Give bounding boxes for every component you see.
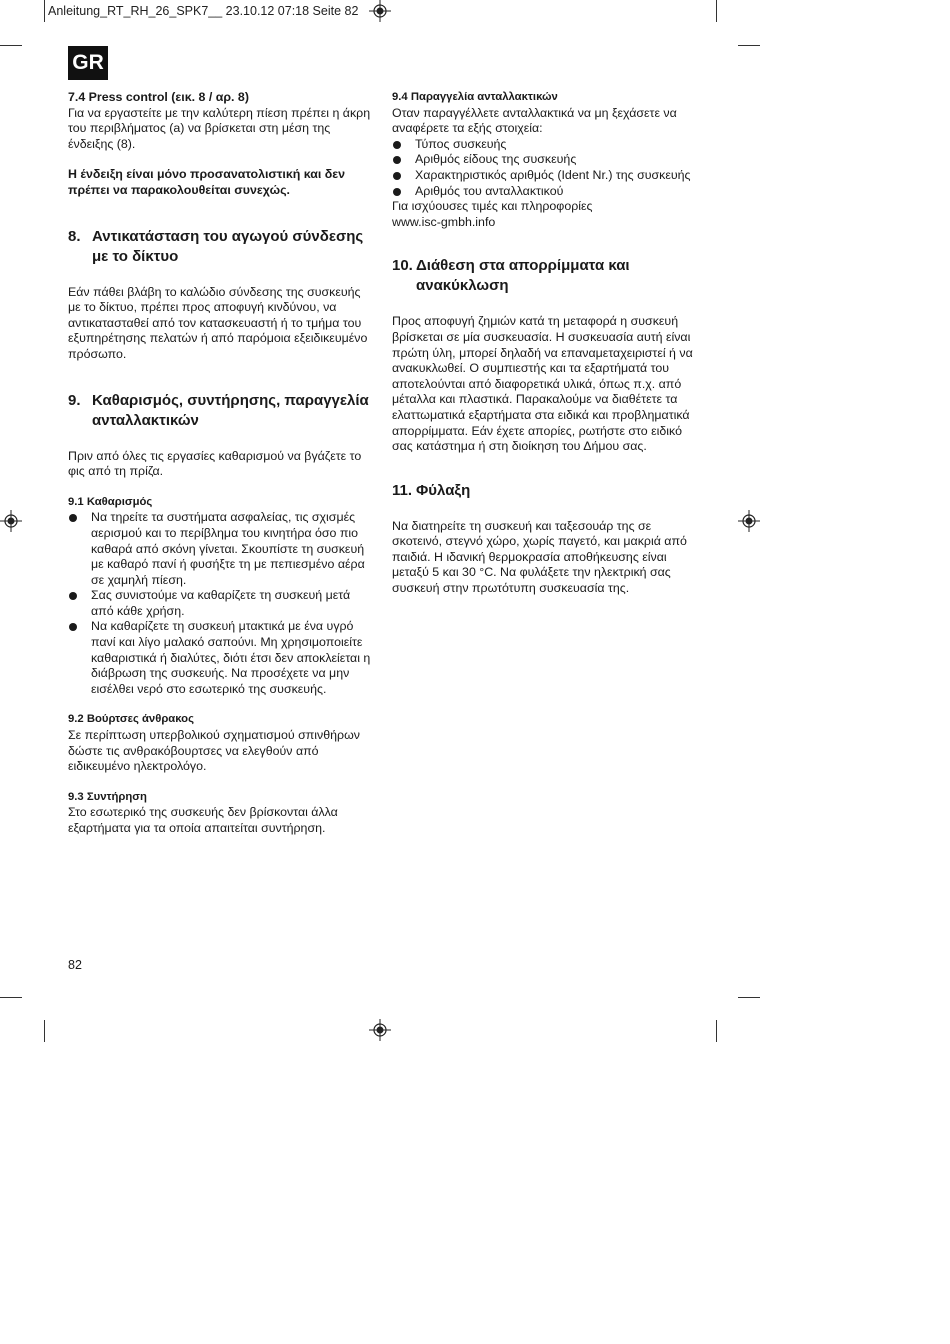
section-7-4-note: Η ένδειξη είναι μόνο προσανατολιστική και δεν πρέπει να παρακολουθείται συνεχώς.	[68, 167, 346, 197]
website-link[interactable]: www.isc-gmbh.info	[392, 214, 496, 229]
section-9-text: Πριν από όλες τις εργασίες καθαρισμού να βγάζετε το φις από τη πρίζα.	[68, 448, 362, 479]
language-badge: GR	[68, 46, 108, 80]
registration-mark-icon	[369, 0, 391, 22]
crop-mark	[738, 997, 760, 998]
section-7-4-text: Για να εργαστείτε με την καλύτερη πίεση πρέπει η άκρη του περιβλήματος (a) να βρίσκεται στη μέση της ένδειξης (8).	[68, 105, 371, 151]
list-item: Χαρακτηριστικός αριθμός (Ident Nr.) της συσκευής	[392, 168, 696, 184]
list-item: Να τηρείτε τα συστήματα ασφαλείας, τις σχισμές αερισμού και το περίβλημα του κινητήρα όσο πιο καθαρά από σκόνη γίνεται. Σκουπίστε τη συσκευή με καθαρό πανί ή φυσήξτε τη με πεπιεσμένο αέρα σε χαμηλή πίεση.	[68, 510, 372, 588]
section-9-3-text: Στο εσωτερικό της συσκευής δεν βρίσκονται άλλα εξαρτήματα για τα οποία απαιτείται συντήρηση.	[68, 805, 338, 835]
registration-mark-icon	[738, 510, 760, 532]
section-9-4-list	[392, 137, 696, 199]
list-item: Αριθμός είδους της συσκευής	[392, 152, 696, 168]
page-number: 82	[68, 958, 82, 972]
section-9-4-title: 9.4 Παραγγελία ανταλλακτικών	[392, 91, 558, 103]
section-9-1-title: 9.1 Καθαρισμός	[68, 495, 153, 508]
section-9-4-intro: Οταν παραγγέλλετε ανταλλακτικά να μη ξεχάσετε να αναφέρετε τα εξής στοιχεία:	[392, 105, 677, 136]
left-column	[68, 90, 372, 837]
crop-mark	[44, 1020, 45, 1042]
section-11-text: Να διατηρείτε τη συσκευή και ταξεσουάρ της σε σκοτεινό, στεγνό χώρο, χωρίς παγετό, και μακριά από παιδιά. Η ιδανική θερμοκρασία αποθήκευσης είναι μεταξύ 5 και 30 °C. Να φυλάξετε την ηλεκτρική σας συσκευή στην πρωτότυπη συσκευασία της.	[392, 518, 687, 596]
heading-10	[392, 256, 696, 296]
list-item: Αριθμός του ανταλλακτικού	[392, 184, 696, 200]
crop-mark	[716, 0, 717, 22]
list-item: Τύπος συσκευής	[392, 137, 696, 153]
print-slug: Anleitung_RT_RH_26_SPK7__ 23.10.12 07:18 Seite 82	[48, 4, 359, 18]
list-item: Να καθαρίζετε τη συσκευή μτακτικά με ένα υγρό πανί και λίγο μαλακό σαπούνι. Μη χρησιμοποιείτε καθαριστικά ή διαλύτες, διότι έτσι δεν αποκλείεται η διάβρωση της συσκευής. Να προσέχετε να μην εισέλθει νερό στο εσωτερικό της συσκευής.	[68, 619, 372, 697]
heading-8-title: Αντικατάσταση του αγωγού σύνδεσης με το δίκτυο	[92, 227, 364, 265]
heading-10-title: Διάθεση στα απορρίμματα και ανακύκλωση	[416, 257, 630, 295]
section-9-1-list	[68, 510, 372, 697]
heading-9	[68, 391, 372, 431]
crop-mark	[44, 0, 45, 22]
section-7-4-title: 7.4 Press control (εικ. 8 / αρ. 8)	[68, 90, 249, 104]
heading-11-number: 11.	[392, 481, 413, 499]
heading-9-number: 9.	[68, 391, 81, 409]
section-9-2-text: Σε περίπτωση υπερβολικού σχηματισμού σπινθήρων δώστε τις ανθρακόβουρτσες να ελεγθούν από ειδικευμένο ηλεκτρολόγο.	[68, 728, 360, 774]
section-9-4-outro: Για ισχύουσες τιμές και πληροφορίες	[392, 199, 593, 214]
section-9-2-title: 9.2 Βούρτσες άνθρακος	[68, 713, 194, 726]
heading-8	[68, 227, 372, 267]
section-10-text: Προς αποφυγή ζημιών κατά τη μεταφορά η συσκευή βρίσκεται σε μία συσκευασία. Η συσκευασία αυτή είναι πρώτη ύλη, μπορεί δηλαδή να επαναμεταχειριστεί ή να ανακυκλωθεί. Ο συμπιεστής και τα εξαρτήματά του αποτελούνται από διαφορετικά υλικά, όπως π.χ. από μέταλλα και πλαστικά. Παρακαλούμε να διαθέτετε τα ελαττωματικά εξαρτήματα στα ειδικά και προβληματικά απορρίμματα. Εάν έχετε απορίες, ρωτήστε στο ειδικό σας κατάστημα ή στη διοίκηση του Δήμου σας.	[392, 314, 693, 454]
heading-11-title: Φύλαξη	[416, 481, 471, 499]
registration-mark-icon	[0, 510, 22, 532]
heading-8-number: 8.	[68, 227, 81, 245]
registration-mark-icon	[369, 1019, 391, 1041]
crop-mark	[0, 45, 22, 46]
right-column	[392, 90, 696, 597]
section-9-3-title: 9.3 Συντήρηση	[68, 790, 147, 803]
heading-9-title: Καθαρισμός, συντήρησης, παραγγελία ανταλλακτικών	[92, 391, 369, 429]
crop-mark	[716, 1020, 717, 1042]
crop-mark	[738, 45, 760, 46]
section-8-text: Εάν πάθει βλάβη το καλώδιο σύνδεσης της συσκευής με το δίκτυο, πρέπει προς αποφυγή κινδύνου, να αντικατασταθεί από τον κατασκευαστή ή το τμήμα του εξυπηρέτησης πελατών ή από παρόμοια εξειδικευμένο πρόσωπο.	[68, 284, 368, 361]
crop-mark	[0, 997, 22, 998]
list-item: Σας συνιστούμε να καθαρίζετε τη συσκευή μετά από κάθε χρήση.	[68, 588, 372, 619]
heading-10-number: 10.	[392, 257, 413, 275]
heading-11	[392, 481, 696, 501]
